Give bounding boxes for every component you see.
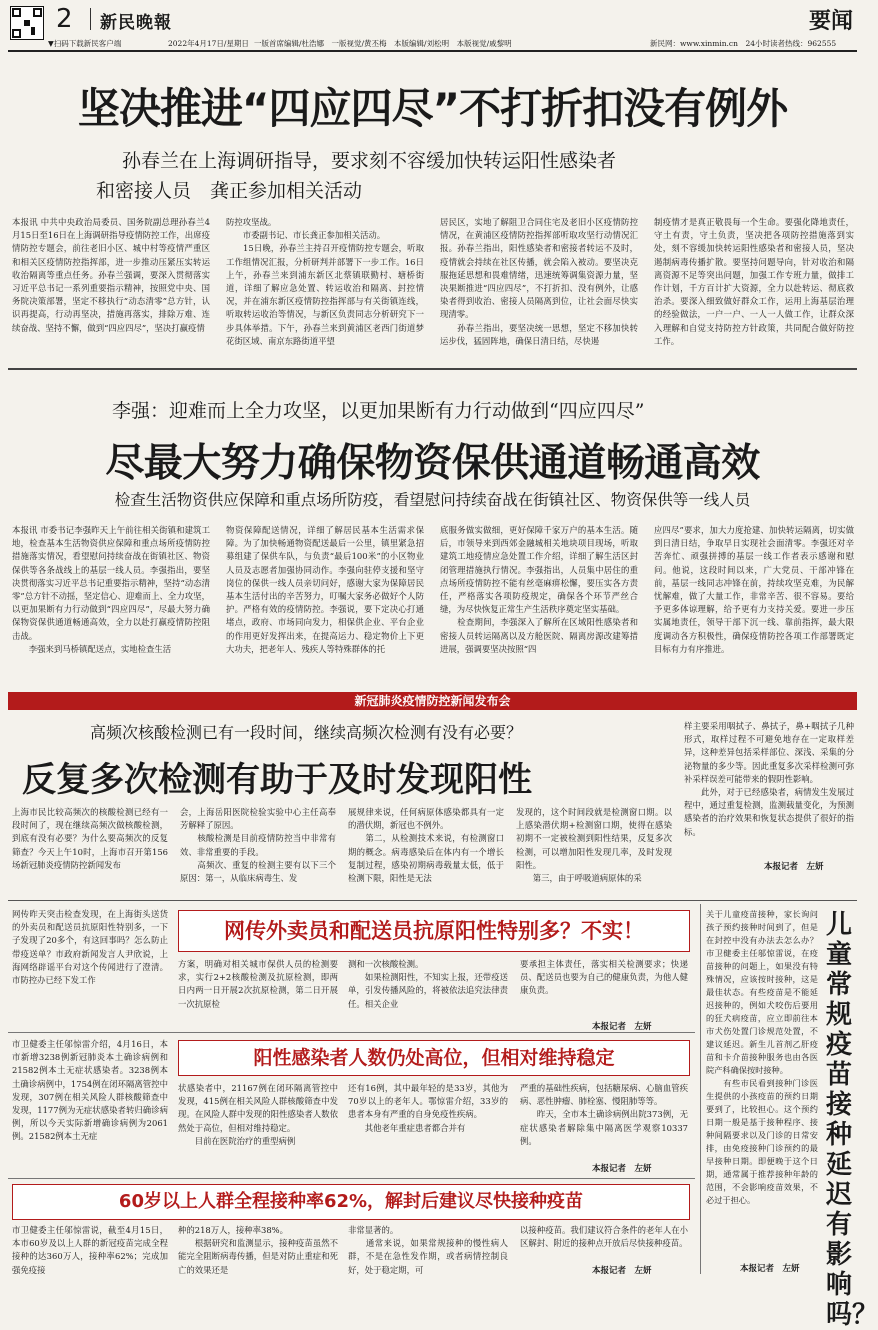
story6-col3: 非常显著的。 通常来说，如果常规接种的慢性病人群，不是在急性发作期，或者病情控制良好，处于稳定期，可 [348,1225,508,1275]
kicker-story2: 李强：迎难而上全力攻坚，以更加果断有力行动做到“四应四尽” [112,400,645,422]
story5-byline: 本报记者 左妍 [592,1164,652,1174]
rule [8,1178,695,1179]
story3-col5: 样主要采用咽拭子、鼻拭子，鼻+咽拭子几种形式，取样过程不可避免地存在一定取样差异，这种差异包括采样部位、深浅、采集的分泌物量的多少等。因此重复多次采样检测可弥补采样误差可能带来的假阴性影响。 此外，对于已经感染者，病情发生发展过程中，通过重复检测，监测载量变化，为预测感染者的治疗效果和恢复状态提供了很好的指标。 [684,721,854,837]
editors-line: 一版首席编辑/杜浩娜 一版视觉/黄丕梅 本版编辑/刘松明 本版视觉/戚黎明 [254,39,512,48]
headline-story5: 阳性感染者人数仍处高位，但相对维持稳定 [178,1040,690,1076]
story4-col3: 测和一次核酸检测。 如果检测阳性，不知实上报，还带疫送单，引发传播风险的，将被依法追究法律责任。相关企业 [348,959,508,1009]
headline-story1: 坚决推进“四应四尽”不打折扣没有例外 [77,84,788,133]
story1-col2: 防控攻坚战。 市委副书记、市长龚正参加相关活动。 15日晚，孙春兰主持召开疫情防控专题会，听取工作组情况汇报，分析研判并部署下一步工作。16日上午，孙春兰来到浦东新区北蔡镇联勤村、塘桥街道，详细了解应急处置、转运收治和隔离、封控情况，并在浦东新区疫情防控指挥部与有关街镇连线，听取转运收治等情况，与新区负责同志分析研究下一步具体举措。下午，孙春兰来到黄浦区老西门街道梦花街区域、南京东路街道平望 [226,217,424,346]
section-label: 要闻 [808,9,853,34]
story1-col4: 制疫情才是真正敬畏每一个生命。要强化降地责任，守土有责，守土负责，坚决把各项防控措施落到实处，刻不容缓加快转运阳性感染者和密接人员，坚决遏制病毒传播扩散。要坚持问题导向，针对收治和隔离资源不足等突出问题，加强工作专班力量，做排工作计划，千方百计扩大资源，全力以赴转运、彻底救治杀。要深入细致做好群众工作，运用上海基层治理的经验做法，一户一户、一人一人做工作，让群众深入理解和自觉支持防控方针政策，共同配合做好防控工作。 [654,217,854,346]
website-line: 新民网：www.xinmin.cn 24小时读者热线：962555 [650,39,837,48]
story5-col3: 还有16例，其中最年轻的是33岁，其他为70岁以上的老年人。鄂惊雷介绍，33岁的患者本身有严重的自身免疫性疾病。 其他老年重症患者都合并有 [348,1083,508,1133]
scan-note: ▼扫码下载新民客户端 [48,39,122,48]
story4-col4: 要承担主体责任，落实相关检测要求；快递员、配送员也要为自己的健康负责，为他人健康负责。 [520,959,688,996]
masthead-rule [8,50,857,52]
story3-byline: 本报记者 左妍 [764,862,824,872]
sidebar-text: 关于儿童疫苗接种，家长询问孩子预约接种时间到了，但是在封控中没有办法去怎么办？市卫健委主任邬惊雷说，在疫苗接种的问题上，如果没有特殊情况，应该按时接种，这是最佳状态。有些疫苗是不能延迟接种的，例如犬咬伤后要用的狂犬病疫苗，应立即前往本市犬伤处置门诊规范处置，不建议延迟。新生儿首剂乙肝疫苗和卡介苗接种服务也由各医院产科确保按时接种。 有些市民看到接种门诊医生提供的小孩疫苗的预约日期要到了，比较担心。这个预约日期一般是基于接种程序、接种间隔要求以及门诊的日常安排，由免疫接种门诊预约的最早接种日期。即便晚于这个日期，通常属于推荐接种年龄的范围，不会影响疫苗效果，不必过于担心。 [706,909,818,1205]
story6-col2: 种的218万人，接种率38%。 根据研究和监测显示，接种疫苗虽然不能完全阻断病毒传播，但是对防止重症和死亡的效果还是 [178,1225,338,1275]
story5-col4: 严重的基础性疾病，包括糖尿病、心脑血管疾病、恶性肿瘤、肺栓塞、慢阻肺等等。 昨天，全市本土确诊病例出院373例，无症状感染者解除集中隔离医学观察10337例。 [520,1083,688,1146]
rule [8,900,857,901]
story5-lead: 市卫健委主任邬惊雷介绍，4月16日，本市新增3238例新冠肺炎本土确诊病例和21582例本土无症状感染者。3238例本土确诊病例中，1754例在闭环隔离管控中发现，307例在相关风险人群核酸筛查中发现，1177例为无症状感染者转归确诊病例，所以今天实际新增确诊病例为2061例。21582例本土无症 [12,1039,168,1142]
story3-col1: 上海市民比较高频次的核酸检测已经有一段时间了，现在继续高频次做核酸检测，到底有没有必要？为什么要高频次的反复筛查？今天上午10时，上海市召开第156场新冠肺炎疫情防控新闻发布 [12,807,168,870]
story5-col2: 状感染者中，21167例在闭环隔离管控中发现，415例在相关风险人群核酸筛查中发现。在风险人群中发现的阳性感染者人数依然处于高位，但相对维持稳定。 目前在医院治疗的重型病例 [178,1083,338,1146]
story4-byline: 本报记者 左妍 [592,1022,652,1032]
story4-col2: 方案，明确对相关城市保供人员的检测要求，实行2+2核酸检测及抗原检测，即两日内两一日开展2次抗原检测，第二日开展一次抗原检 [178,959,338,1009]
story3-col3: 展规律来说，任何病原体感染都具有一定的潜伏期，新冠也不例外。 第二，从检测技术来说，有检测窗口期的概念。病毒感染后在体内有一个增长复制过程，感染初期病毒载量太低，低于检测下限，阳性是无法 [348,807,504,884]
story2-col2: 物资保障配送情况，详细了解居民基本生活需求保障。为了加快畅通物资配送最后一公里，镇里紧急招募组建了保供车队，与负责“最后100米”的小区物业人员及志愿者加强协同动作。李强向驻停支援和坚守岗位的保供一线人员亲切问好，感谢大家为保障居民基本生活付出的辛苦努力，叮嘱大家务必做好个人防护。严格有效的疫情防控。李强说，要下定决心打通堵点，政府、市场同向发力，相保供企业、平台企业的作用更好发挥出来，在提高运力、稳定物价上下更大功夫，把老年人、残疾人等特殊群体的托 [226,525,424,654]
story3-col2: 会，上海岳阳医院检验实验中心主任高奉芳解释了原因。 核酸检测是目前疫情防控当中非常有效、非常重要的手段。 高频次、重复的检测主要有以下三个原因：第一，从临床病毒生、发 [180,807,336,884]
subhead-story1-line2: 和密接人员 龚正参加相关活动 [96,180,363,202]
story1-col3: 居民区，实地了解阻卫合同住宅及老旧小区疫情防控情况，在黄浦区疫情防控指挥部听取攻坚行动情况汇报。孙春兰指出，阳性感染者和密接者转运不及时，疫情就会持续在社区传播，就会陷入被动。要坚决克服拖延思想和畏难情绪，迅速统筹调集资源力量，坚决果断推进“四应四尽”，不打折扣、没有例外，让感染者得到收治、密接人员隔离到位，让社会面尽快实现清零。 孙春兰指出，要坚决统一思想，坚定不移加快转运步伐，猛固阵地，确保日清日结，尽快遏 [440,217,638,346]
kicker-story3: 高频次核酸检测已有一段时间，继续高频次检测有没有必要？ [90,723,523,742]
story3-col4: 发现的，这个时间段就是检测窗口期。以上感染潜伏期+检测窗口期，使得在感染初期不一定被检测到阳性结果，反复多次检测，可以增加阳性发现几率，及时发现阳性。 第三，由于呼吸道病原体的采 [516,807,672,884]
story6-byline: 本报记者 左妍 [592,1266,652,1276]
story6-col4: 以接种疫苗。我们建议符合条件的老年人在小区解封、附近的接种点开放后尽快接种疫苗。 [520,1225,688,1249]
sidebar-divider [700,904,701,1274]
paper-name: 新民晚報 [100,13,172,33]
rule [8,1032,695,1033]
subhead-story1-line1: 孙春兰在上海调研指导，要求刻不容缓加快转运阳性感染者 [122,150,617,172]
page-number: 2 [56,4,73,34]
story2-col1: 本报讯 市委书记李强昨天上午前往相关街镇和建筑工地，检查基本生活物资供应保障和重点场所疫情防控措施落实情况，看望慰问持续奋战在街镇社区、物资保供等各条战线上的基层一线人员。李强指出，要坚决贯彻落实习近平总书记重要指示精神，坚持“动态清零”总方针不动摇，坚定信心、迎难而上、全力攻坚，以更加果断有力行动做到“四应四尽”，尽最大努力确保物资保供通道畅通高效，全力以赴打赢疫情防控阻击战。 李强来到马桥镇配送点，实地检查生活 [12,525,210,654]
story2-col4: 应四尽”要求，加大力度抢建、加快转运隔离，切实做到日清日结，争取早日实现社会面清零。李强还对辛苦奔忙、顽强拼搏的基层一线工作者表示感谢和慰问。他说，这段时间以来，广大党员、干部冲锋在前，基层一线同志冲锋在前，持续攻坚克难，为民解忧解难，做了大量工作，非常辛苦、很不容易。要给予更多体谅理解，给予更有力支持关爱。要进一步压实属地责任，领导干部下沉一线、靠前指挥，最大限度调动各方积极性，确保疫情防控各项工作部署既定目标有力有序推进。 [654,525,854,654]
subhead-story2: 检查生活物资供应保障和重点场所防疫，看望慰问持续奋战在街镇社区、物资保供等一线人员 [114,491,751,509]
qr-code-icon [10,6,44,40]
headline-story6: 60岁以上人群全程接种率62%，解封后建议尽快接种疫苗 [12,1184,690,1220]
story4-lead: 网传昨天突击检查发现，在上海街头送货的外卖员和配送员抗原阳性特别多，一下子发现了20多个，有这回事吗？怎么防止带疫送单？市政府新闻发言人尹欣说，上海网络辟谣平台对这个传闻进行了澄清。市防控办已经下发工作 [12,909,168,986]
story1-col1: 本报讯 中共中央政治局委员、国务院副总理孙春兰4月15日至16日在上海调研指导疫情防控工作，出席疫情防控专题会，前往老旧小区、城中村等疫情严重区和相关区疫情防控指挥部，进一步推动压紧压实转运收治隔离等重点任务。孙春兰强调，要深入贯彻落实习近平总书记一系列重要指示精神，按照党中央、国务院决策部署，坚定不移执行“动态清零”总方针，认识再提高，行动再坚决，措施再落实，排除万难、连续奋战、坚持不懈，做到“四应四尽”，坚决打赢疫情 [12,217,210,333]
headline-story2: 尽最大努力确保物资保供通道畅通高效 [105,441,760,486]
date-line: 2022年4月17日/星期日 [168,39,249,48]
story2-col3: 底服务做实做细，更好保障千家万户的基本生活。随后，市领导来到西郊金融城相关地块项目现场，听取建筑工地疫情应急处置工作介绍，详细了解生活区封闭管理措施执行情况。李强指出，人员集中居住的重点场所疫情防控不能有丝毫麻痹松懈，要压实各方责任，严格落实各项防疫规定，确保各个环节严丝合缝，为尽快恢复正常生产生活秩序奠定坚实基础。 检查期间，李强深入了解所在区域阳性感染者和密接人员转运隔离以及方舱医院、隔离房源改建筹措进展，强调要坚决按照“四 [440,525,638,654]
headline-story4: 网传外卖员和配送员抗原阳性特别多？不实！ [178,910,690,952]
headline-story3: 反复多次检测有助于及时发现阳性 [22,760,532,800]
sidebar-title: 儿童常规疫苗接种延迟有影响吗？ [826,910,878,1330]
story6-lead: 市卫健委主任邬惊雷说，截至4月15日，本市60岁及以上人群的新冠疫苗完成全程接种的达360万人，接种率62%；完成加强免疫接 [12,1225,168,1275]
section-rule [8,368,857,370]
sidebar-byline: 本报记者 左妍 [740,1264,800,1274]
press-conference-banner: 新冠肺炎疫情防控新闻发布会 [8,692,857,710]
divider [90,8,91,30]
